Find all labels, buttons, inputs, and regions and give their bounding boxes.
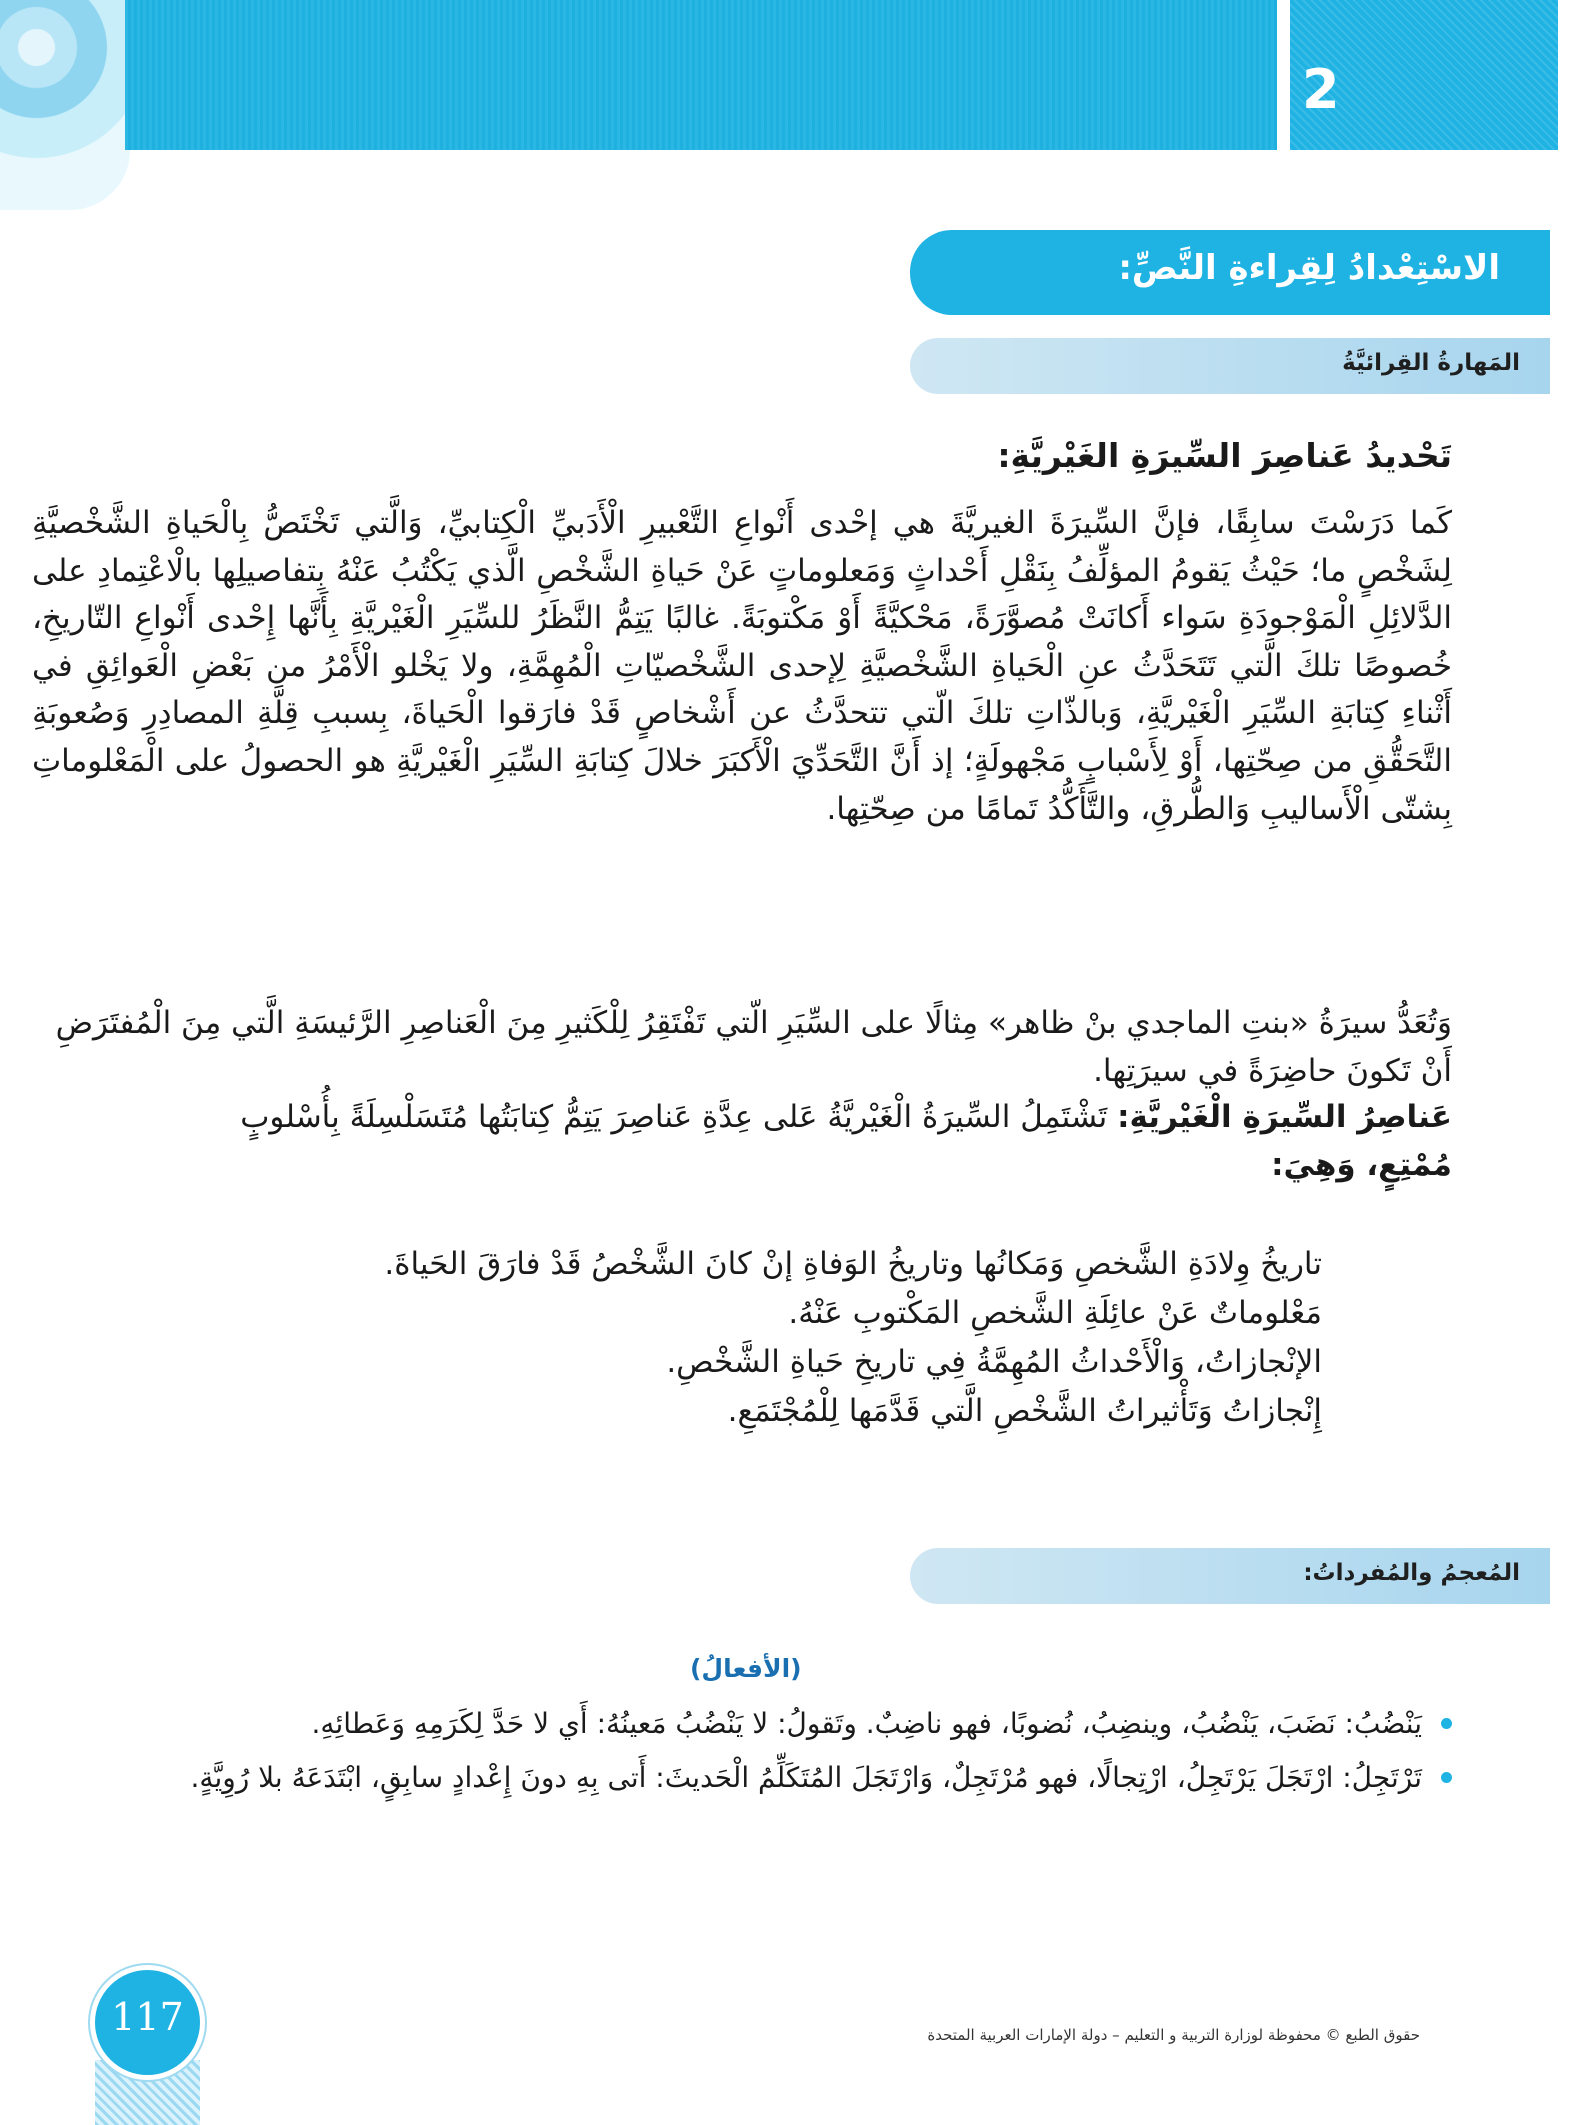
section-title: الاسْتِعْدادُ لِقِراءةِ النَّصِّ: bbox=[1118, 248, 1500, 288]
bullet-icon bbox=[1441, 1772, 1452, 1783]
elements-intro-end: مُمْتِعٍ، وَهِيَ: bbox=[1271, 1146, 1452, 1183]
elements-intro-text: تَشْتَمِلُ السِّيرَةُ الْغَيْريَّةُ عَلى عِدَّةِ عَناصِرَ يَتِمُّ كِتابَتُها مُتَسَلْسِلَةً بِأُسْلوبٍ bbox=[240, 1099, 1118, 1135]
list-item: تاريخُ وِلادَةِ الشَّخصِ وَمَكانُها وتاريخُ الوَفاةِ إنْ كانَ الشَّخْصُ قَدْ فارَقَ الحَياةَ. bbox=[384, 1246, 1322, 1282]
verb-text: يَنْضُبُ: نَضَبَ، يَنْضُبُ، وينضِبُ، نُضوبًا، فهو ناضِبٌ. وتَقولُ: لا يَنْضُبُ مَعينُهُ: أَي لا حَدَّ لِكَرَمِهِ وَعَطائِهِ. bbox=[311, 1707, 1422, 1740]
skill-label: المَهارةُ القِرائيَّةُ bbox=[1342, 350, 1520, 376]
list-item: مَعْلوماتٌ عَنْ عائِلَةِ الشَّخصِ المَكْتوبِ عَنْهُ. bbox=[788, 1295, 1322, 1331]
list-item: الإنْجازاتُ، وَالْأَحْداثُ المُهِمَّةُ فِي تاريخِ حَياةِ الشَّخْصِ. bbox=[666, 1344, 1322, 1380]
page-number: 117 bbox=[111, 1995, 184, 2039]
section-banner bbox=[910, 230, 1550, 315]
list-item: إِنْجازاتُ وَتَأْثيراتُ الشَّخْصِ الَّتي قَدَّمَها لِلْمُجْتَمَعِ. bbox=[727, 1393, 1322, 1429]
elements-list bbox=[152, 1240, 1452, 1436]
list-item bbox=[32, 1700, 1452, 1748]
skill-banner bbox=[910, 338, 1550, 394]
verbs-list bbox=[32, 1700, 1452, 1808]
verb-text: تَرْتَجِلُ: ارْتَجَلَ يَرْتَجِلُ، ارْتِجالًا، فهو مُرْتَجِلٌ، وَارْتَجَلَ المُتَكَلِّمُ الْحَديثَ: أَتى بِهِ دونَ إِعْدادٍ سابِقٍ، ابْتَدَعَهُ بلا رُوِيَّةٍ. bbox=[190, 1761, 1422, 1794]
bullet-icon bbox=[1441, 1718, 1452, 1729]
paragraph-2: وَتُعَدُّ سيرَةُ «بنتِ الماجدي بنْ ظاهر» مِثالًا على السِّيَرِ الّتي تَفْتَقِرُ لِلْكَثيرِ مِنَ الْعَناصِرِ الرَّئيسَةِ الَّتي مِنَ الْمُفتَرَضِ أَنْ تَكونَ حاضِرَةً في سيرَتِها. bbox=[55, 1005, 1452, 1089]
vocab-banner bbox=[910, 1548, 1550, 1604]
chapter-number: 2 bbox=[1302, 58, 1340, 121]
elements-intro bbox=[32, 1094, 1452, 1189]
banner-divider bbox=[1277, 0, 1290, 150]
copyright-notice: حقوق الطبع © محفوظة لوزارة التربية و التعليم – دولة الإمارات العربية المتحدة bbox=[927, 2026, 1420, 2044]
topic-heading: تَحْديدُ عَناصِرَ السِّيرَةِ الغَيْريَّةِ: bbox=[997, 436, 1452, 475]
top-banner bbox=[125, 0, 1277, 150]
page-badge bbox=[90, 1965, 205, 2125]
verbs-heading: (الأفعالُ) bbox=[690, 1654, 802, 1683]
corner-flower-decoration bbox=[0, 0, 130, 210]
paragraph-1: كَما دَرَسْتَ سابِقًا، فإنَّ السِّيرَةَ الغيريَّةَ هي إحْدى أَنْواعِ التَّعْبيرِ الْأَدَبيِّ الْكِتابيِّ، وَالَّتي تَخْتَصُّ بِالْحَياةِ الشَّخْصيَّةِ لِشَخْصٍ ما؛ حَيْثُ يَقومُ المؤلِّفُ بِنَقْلِ أَحْداثٍ وَمَعلوماتٍ عَنْ حَياةِ الشَّخْصِ الَّذي يَكْتُبُ عَنْهُ بِتفاصيلِها بالْاعْتِمادِ على الدَّلائِلِ الْمَوْجودَةِ سَواء أَكانَتْ مُصوَّرَةً، مَحْكيَّةً أَوْ مَكْتوبَةً. غالبًا يَتِمُّ النَّظَرُ للسِّيَرِ الْغَيْريَّةِ بِأَنَّها إِحْدى أَنْواعِ التّاريخِ، خُصوصًا تلكَ الَّتي تَتَحَدَّثُ عنِ الْحَياةِ الشَّخْصيَّةِ لِإحدى الشَّخْصيّاتِ الْمُهِمَّةِ، ولا يَخْلو الْأَمْرُ من بَعْضِ الْعَوائِقِ في أَثْناءِ كِتابَةِ السِّيَرِ الْغَيْريَّةِ، وَبالذّاتِ تلكَ الّتي تتحدَّثُ عن أَشْخاصٍ قَدْ فارَقوا الْحَياةَ، بِسببِ قِلَّةِ المصادِرِ وَصُعوبَةِ التَّحَقُّقِ من صِحّتِها، أَوْ لِأَسْبابٍ مَجْهولَةٍ؛ إذ أَنَّ التَّحَدِّيَ الْأَكبَرَ خلالَ كِتابَةِ السِّيَرِ الْغَيْريَّةِ هو الحصولُ على الْمَعْلوماتِ بِشتّى الْأَساليبِ وَالطُّرقِ، والتَّأَكُّدُ تَمامًا من صِحّتِها. bbox=[32, 505, 1452, 827]
elements-label: عَناصِرُ السِّيرَةِ الْغَيْريَّةِ: bbox=[1117, 1099, 1452, 1135]
vocab-title: المُعجمُ والمُفرداتُ: bbox=[1303, 1560, 1520, 1586]
list-item bbox=[32, 1754, 1452, 1802]
